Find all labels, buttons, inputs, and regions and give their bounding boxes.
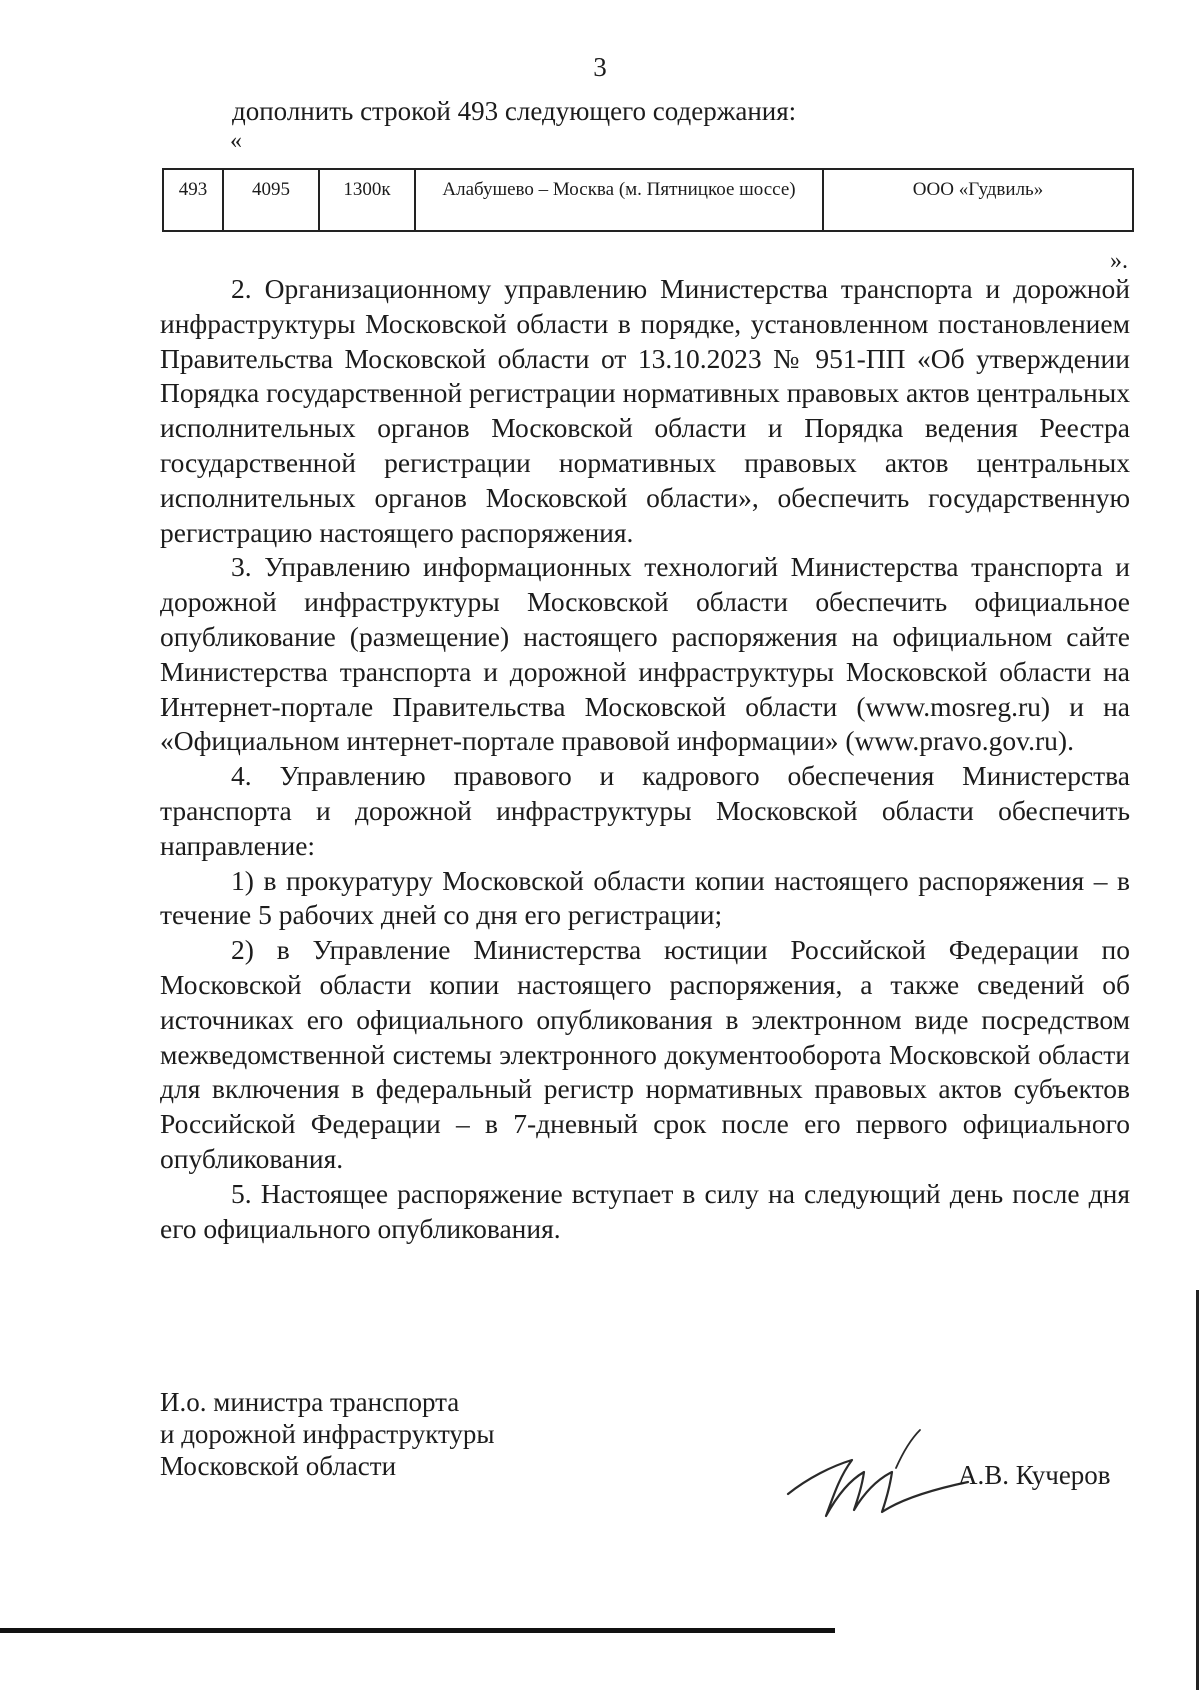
signatory-title — [160, 1386, 495, 1482]
signatory-title-line2: и дорожной инфраструктуры — [160, 1419, 495, 1449]
close-quote: ». — [1110, 248, 1128, 274]
route-name: Алабушево – Москва (м. Пятницкое шоссе) — [415, 169, 823, 231]
paragraph-2: 2. Организационному управлению Министерства транспорта и дорожной инфраструктуры Московской области в порядке, установленном постановлением Правительства Московской области от 13.10.2023 № 951-ПП «Об утверждении Порядка государственной регистрации нормативных правовых актов центральных исполнительных органов Московской области и Порядка ведения Реестра государственной регистрации нормативных правовых актов центральных исполнительных органов Московской области», обеспечить государственную регистрацию настоящего распоряжения. — [160, 273, 1130, 548]
route-carrier: ООО «Гудвиль» — [823, 169, 1133, 231]
handwritten-signature-icon — [780, 1420, 980, 1530]
signatory-title-line1: И.о. министра транспорта — [160, 1387, 460, 1417]
bottom-divider — [0, 1628, 835, 1633]
signatory-title-line3: Московской области — [160, 1451, 397, 1481]
paragraph-5: 5. Настоящее распоряжение вступает в силу на следующий день после дня его официального опубликования. — [160, 1177, 1130, 1244]
route-registration-number: 4095 — [223, 169, 319, 231]
intro-line: дополнить строкой 493 следующего содержания: — [232, 96, 797, 126]
paragraph-4-1: 1) в прокуратуру Московской области копии настоящего распоряжения – в течение 5 рабочих дней со дня его регистрации; — [160, 864, 1130, 931]
scan-edge — [1196, 1290, 1199, 1690]
paragraph-4: 4. Управлению правового и кадрового обеспечения Министерства транспорта и дорожной инфраструктуры Московской области обеспечить направление: — [160, 760, 1130, 861]
paragraph-4-2: 2) в Управление Министерства юстиции Российской Федерации по Московской области копии настоящего распоряжения, а также сведений об источниках его официального опубликования в электронном виде посредством межведомственной системы электронного документооборота Московской области для включения в федеральный регистр нормативных правовых актов субъектов Российской Федерации – в 7-дневный срок после его первого официального опубликования. — [160, 934, 1130, 1174]
table-row — [163, 169, 1133, 231]
document-body — [160, 272, 1130, 1246]
signer-name: А.В. Кучеров — [958, 1460, 1111, 1490]
page-number: 3 — [593, 52, 607, 82]
route-row-number: 493 — [163, 169, 223, 231]
route-table — [162, 168, 1134, 232]
open-quote: « — [230, 128, 242, 154]
paragraph-3: 3. Управлению информационных технологий Министерства транспорта и дорожной инфраструктуры Московской области обеспечить официальное опубликование (размещение) настоящего распоряжения на официальном сайте Министерства транспорта и дорожной инфраструктуры Московской области на Интернет-портале Правительства Московской области (www.mosreg.ru) и на «Официальном интернет-портале правовой информации» (www.pravo.gov.ru). — [160, 551, 1130, 757]
route-number: 1300к — [319, 169, 415, 231]
